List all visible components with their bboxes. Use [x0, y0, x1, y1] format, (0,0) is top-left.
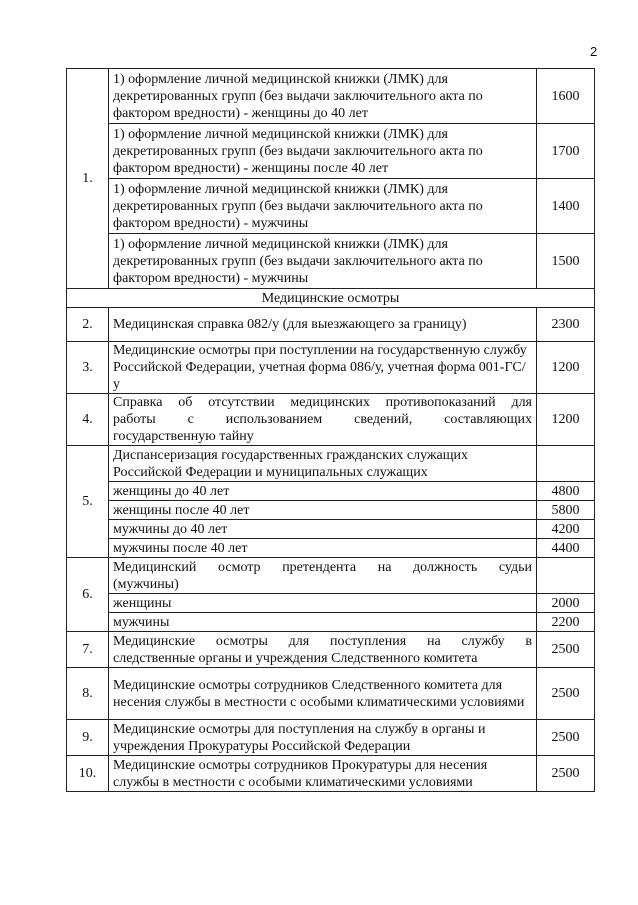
- table-row: [67, 558, 595, 594]
- row-number: 8.: [67, 668, 109, 720]
- service-description: [109, 632, 537, 668]
- service-description: [109, 558, 537, 594]
- table-row: [67, 668, 595, 720]
- description-line: следственные органы и учреждения Следственного комитета: [113, 650, 478, 666]
- price-table: [66, 68, 595, 792]
- page-number: 2: [590, 44, 598, 59]
- service-description: Медицинская справка 082/у (для выезжающего за границу): [109, 308, 537, 342]
- table-row: [67, 756, 595, 792]
- service-description: Медицинские осмотры сотрудников Следственного комитета для несения службы в местности с особыми климатическими условиями: [109, 668, 537, 720]
- service-description: 1) оформление личной медицинской книжки (ЛМК) для декретированных групп (без выдачи заключительного акта по фактором вредности) - женщины после 40 лет: [109, 124, 537, 179]
- service-price: 2500: [537, 632, 595, 668]
- table-row: [67, 308, 595, 342]
- table-row: [67, 613, 595, 632]
- service-price: 2500: [537, 720, 595, 756]
- service-price: [537, 558, 595, 594]
- service-description: Медицинские осмотры при поступлении на государственную службу Российской Федерации, учетная форма 086/у, учетная форма 001-ГС/у: [109, 342, 537, 394]
- service-price: 1700: [537, 124, 595, 179]
- service-description: 1) оформление личной медицинской книжки (ЛМК) для декретированных групп (без выдачи заключительного акта по фактором вредности) - женщины до 40 лет: [109, 69, 537, 124]
- service-description: 1) оформление личной медицинской книжки (ЛМК) для декретированных групп (без выдачи заключительного акта по фактором вредности) - мужчины: [109, 234, 537, 289]
- service-description: мужчины после 40 лет: [109, 539, 537, 558]
- table-row: [67, 594, 595, 613]
- description-line: работы с использованием сведений, составляющих: [113, 412, 532, 427]
- service-description: [109, 394, 537, 446]
- service-description: Диспансеризация государственных гражданских служащих Российской Федерации и муниципальных служащих: [109, 446, 537, 482]
- row-number: 7.: [67, 632, 109, 668]
- service-description: Медицинские осмотры для поступления на службу в органы и учреждения Прокуратуры Российской Федерации: [109, 720, 537, 756]
- service-price: 2300: [537, 308, 595, 342]
- table-row: [67, 501, 595, 520]
- service-price: 1500: [537, 234, 595, 289]
- service-price: 4800: [537, 482, 595, 501]
- description-line: Медицинские осмотры для поступления на службу в: [113, 633, 532, 649]
- table-row: [67, 482, 595, 501]
- table-row: [67, 124, 595, 179]
- service-price: 4200: [537, 520, 595, 539]
- table-row: [67, 520, 595, 539]
- service-description: 1) оформление личной медицинской книжки (ЛМК) для декретированных групп (без выдачи заключительного акта по фактором вредности) - мужчины: [109, 179, 537, 234]
- row-number: 4.: [67, 394, 109, 446]
- service-price: 5800: [537, 501, 595, 520]
- service-price: [537, 446, 595, 482]
- service-price: 2000: [537, 594, 595, 613]
- service-price: 1600: [537, 69, 595, 124]
- section-title: Медицинские осмотры: [67, 289, 595, 308]
- service-description: Медицинские осмотры сотрудников Прокуратуры для несения службы в местности с особыми климатическими условиями: [109, 756, 537, 792]
- description-line: государственную тайну: [113, 429, 254, 444]
- description-line: Медицинский осмотр претендента на должность судьи: [113, 559, 532, 575]
- service-price: 2500: [537, 756, 595, 792]
- table-row: [67, 234, 595, 289]
- service-description: мужчины до 40 лет: [109, 520, 537, 539]
- table-row: [67, 394, 595, 446]
- service-price: 1200: [537, 342, 595, 394]
- service-description: женщины: [109, 594, 537, 613]
- table-row: [67, 720, 595, 756]
- row-number: 2.: [67, 308, 109, 342]
- service-description: женщины до 40 лет: [109, 482, 537, 501]
- section-header-row: [67, 289, 595, 308]
- table-row: [67, 446, 595, 482]
- description-line: (мужчины): [113, 576, 179, 592]
- row-number: 9.: [67, 720, 109, 756]
- table-row: [67, 69, 595, 124]
- service-description: женщины после 40 лет: [109, 501, 537, 520]
- row-number: 3.: [67, 342, 109, 394]
- table-row: [67, 539, 595, 558]
- service-price: 1200: [537, 394, 595, 446]
- table-row: [67, 179, 595, 234]
- row-number: 1.: [67, 69, 109, 289]
- row-number: 5.: [67, 446, 109, 558]
- row-number: 6.: [67, 558, 109, 632]
- service-price: 2200: [537, 613, 595, 632]
- service-price: 2500: [537, 668, 595, 720]
- table-row: [67, 632, 595, 668]
- service-price: 1400: [537, 179, 595, 234]
- table-row: [67, 342, 595, 394]
- row-number: 10.: [67, 756, 109, 792]
- service-price: 4400: [537, 539, 595, 558]
- description-line: Справка об отсутствии медицинских противопоказаний для: [113, 395, 532, 410]
- service-description: мужчины: [109, 613, 537, 632]
